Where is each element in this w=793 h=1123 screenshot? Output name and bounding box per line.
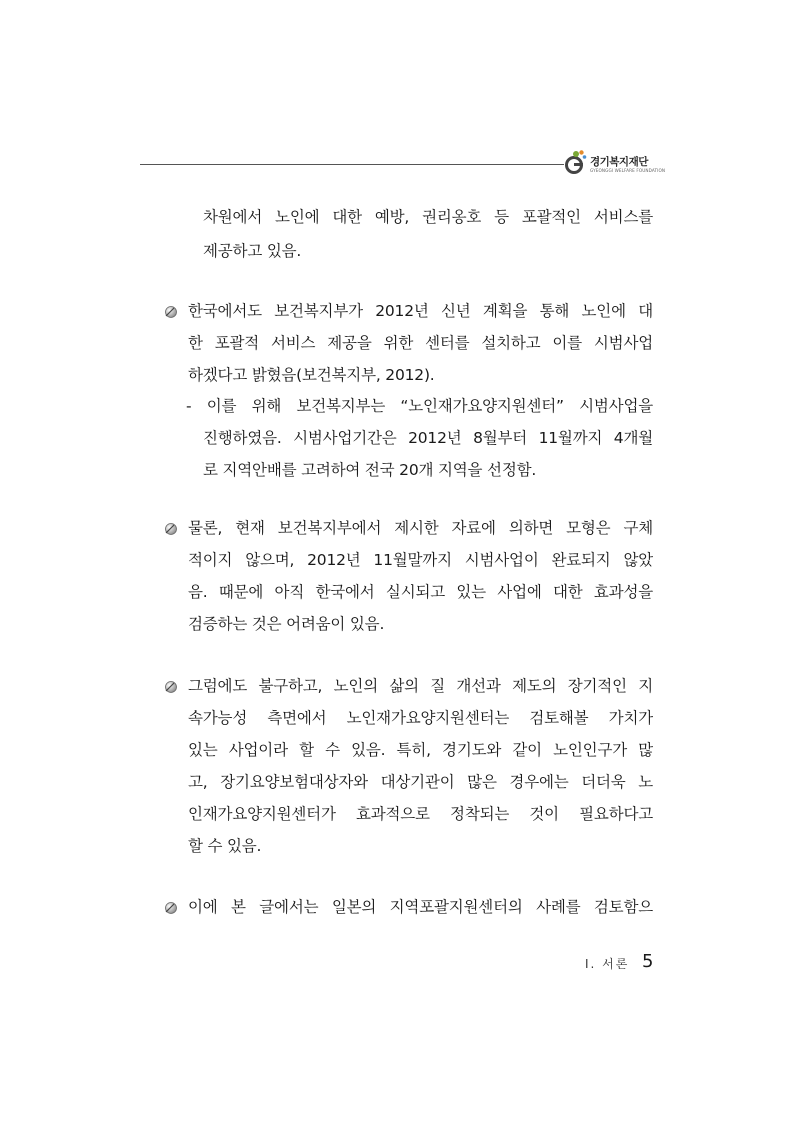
text-line: 차원에서 노인에 대한 예방, 권리옹호 등 포괄적인 서비스를 xyxy=(203,208,653,226)
header-rule xyxy=(140,164,564,165)
text-line: 그럼에도 불구하고, 노인의 삶의 질 개선과 제도의 장기적인 지 xyxy=(188,677,653,695)
text-line: 한 포괄적 서비스 제공을 위한 센터를 설치하고 이를 시범사업 xyxy=(188,334,653,352)
text-line: 적이지 않으며, 2012년 11월말까지 시범사업이 완료되지 않았 xyxy=(188,551,653,569)
text-line: 할 수 있음. xyxy=(188,837,262,855)
text-line: 물론, 현재 보건복지부에서 제시한 자료에 의하면 모형은 구체 xyxy=(188,519,653,537)
text-line: - 이를 위해 보건복지부는 “노인재가요양지원센터” 시범사업을 xyxy=(186,397,653,415)
text-line: 로 지역안배를 고려하여 전국 20개 지역을 선정함. xyxy=(203,461,537,479)
bullet-icon xyxy=(163,520,179,536)
org-subtitle: GYEONGGI WELFARE FOUNDATION xyxy=(590,168,666,173)
page-number: 5 xyxy=(642,951,654,972)
org-logo xyxy=(563,149,673,177)
text-line: 하겠다고 밝혔음(보건복지부, 2012). xyxy=(188,366,435,384)
foundation-logo-icon xyxy=(563,149,587,177)
text-line: 진행하였음. 시범사업기간은 2012년 8월부터 11월까지 4개월 xyxy=(203,429,653,447)
bullet-icon xyxy=(163,678,179,694)
bullet-icon xyxy=(163,303,179,319)
text-line: 고, 장기요양보험대상자와 대상기관이 많은 경우에는 더더욱 노 xyxy=(188,773,653,791)
org-name: 경기복지재단 xyxy=(590,156,648,168)
text-line: 한국에서도 보건복지부가 2012년 신년 계획을 통해 노인에 대 xyxy=(188,302,653,320)
text-line: 음. 때문에 아직 한국에서 실시되고 있는 사업에 대한 효과성을 xyxy=(188,583,653,601)
text-line: 인재가요양지원센터가 효과적으로 정착되는 것이 필요하다고 xyxy=(188,805,653,823)
text-line: 제공하고 있음. xyxy=(203,242,302,260)
bullet-icon xyxy=(163,899,179,915)
text-line: 있는 사업이라 할 수 있음. 특히, 경기도와 같이 노인인구가 많 xyxy=(188,741,653,759)
text-line: 이에 본 글에서는 일본의 지역포괄지원센터의 사례를 검토함으 xyxy=(188,898,653,916)
text-line: 속가능성 측면에서 노인재가요양지원센터는 검토해볼 가치가 xyxy=(188,709,653,727)
chapter-label: Ⅰ. 서론 xyxy=(585,957,630,971)
text-line: 검증하는 것은 어려움이 있음. xyxy=(188,615,385,633)
